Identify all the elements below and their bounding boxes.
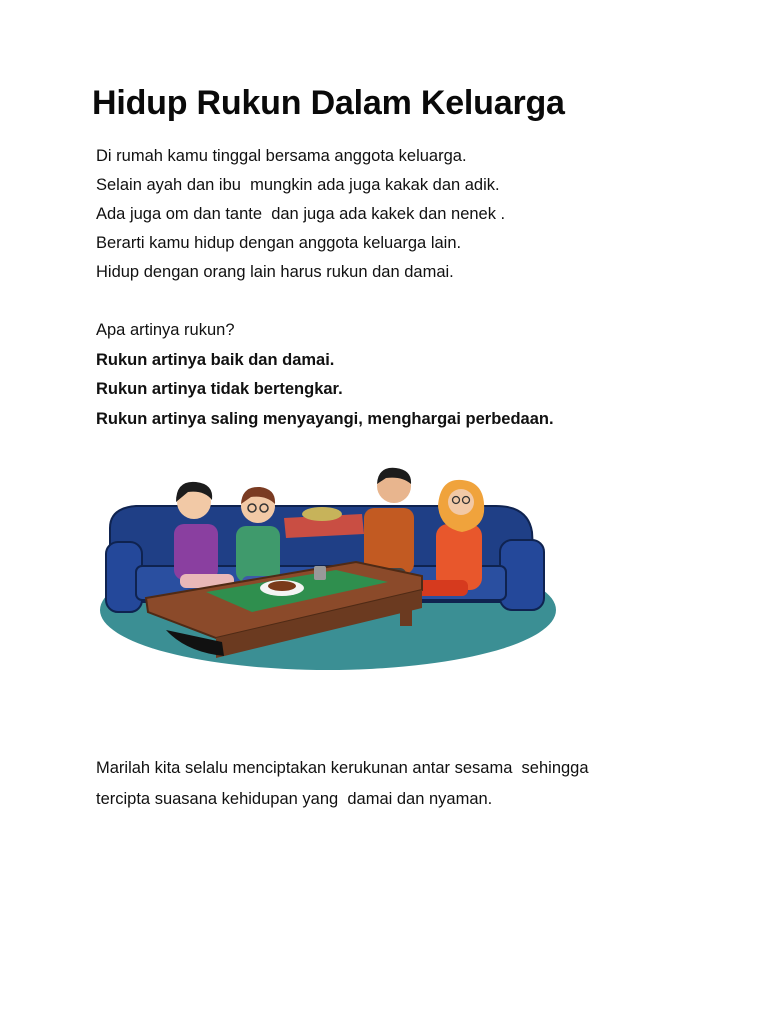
- intro-line: Ada juga om dan tante dan juga ada kakek dan nenek .: [96, 205, 506, 223]
- closing-line: Marilah kita selalu menciptakan kerukunan antar sesama sehingga: [96, 759, 589, 777]
- answer-text: Rukun artinya baik dan damai.: [96, 350, 335, 369]
- answer-text: Rukun artinya saling menyayangi, menghargai perbedaan.: [96, 409, 554, 428]
- intro-line: Selain ayah dan ibu mungkin ada juga kakak dan adik.: [96, 176, 500, 194]
- intro-line: Hidup dengan orang lain harus rukun dan damai.: [96, 263, 454, 281]
- page-title: Hidup Rukun Dalam Keluarga: [92, 84, 565, 122]
- question-text: Apa artinya rukun?: [96, 321, 235, 339]
- boy-figure: [236, 487, 284, 590]
- question-answer-block: [96, 316, 554, 434]
- answer-text: Rukun artinya tidak bertengkar.: [96, 380, 343, 398]
- closing-paragraph: [96, 753, 676, 815]
- closing-line: tercipta suasana kehidupan yang damai dan nyaman.: [96, 790, 493, 808]
- intro-line: Di rumah kamu tinggal bersama anggota keluarga.: [96, 147, 467, 165]
- intro-line: Berarti kamu hidup dengan anggota keluarga lain.: [96, 234, 462, 252]
- intro-paragraph: [96, 142, 505, 287]
- family-illustration: [96, 462, 558, 674]
